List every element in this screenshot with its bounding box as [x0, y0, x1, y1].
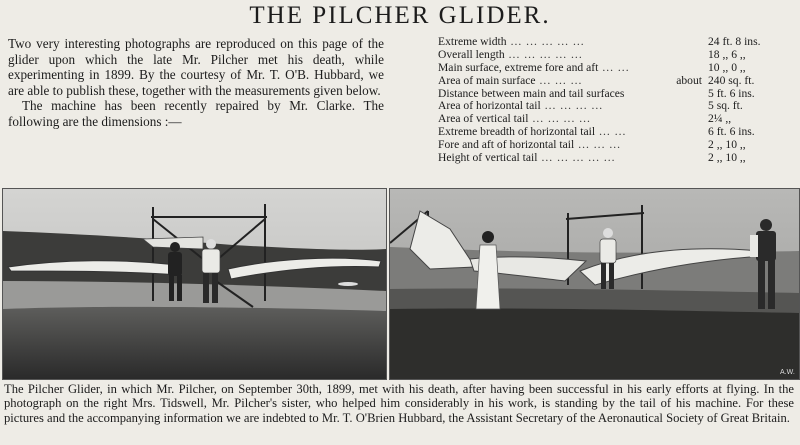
dimension-leader: [624, 88, 666, 101]
photo-caption: The Pilcher Glider, in which Mr. Pilcher, on September 30th, 1899, met with his death, after having been successful in his early efforts at flying. In the photograph on the right Mrs. Tidswell, Mr. Pilcher's sister, who helped him considerably in his work, is standing by the tail of his machine. For these pictures and the accompanying information we are indebted to Mr. T. O'Brien Hubbard, the Assistant Secretary of the Aeronautical Society of Great Britain.: [4, 382, 794, 425]
glider-photo-left: [2, 188, 387, 380]
dimension-leader: ... ... ... ... ...: [510, 36, 585, 48]
intro-paragraph-2: The machine has been recently repaired by Mr. Clarke. The following are the dimensions :—: [8, 98, 384, 129]
dimension-leader: ... ... ... ... ...: [508, 48, 583, 61]
dimension-about: [666, 36, 702, 49]
dimension-about: [666, 49, 702, 62]
dimension-about: [666, 100, 702, 113]
foreground-grass: [3, 307, 386, 379]
dimension-value: 5 sq. ft.: [708, 99, 743, 113]
dimension-leader: ... ... ... ...: [544, 100, 604, 113]
dimension-about: [666, 113, 702, 126]
dimension-about: about: [676, 73, 702, 87]
dimension-label: Overall length: [438, 47, 505, 61]
intro-paragraph-1: Two very interesting photographs are reproduced on this page of the glider upon which the late Mr. Pilcher met his death, while experimenting in 1899. By the courtesy of Mr. T. O'B. Hubbard, we are able to publish these, together with the measurements given below.: [8, 36, 384, 98]
dimension-label: Distance between main and tail surfaces: [438, 86, 625, 100]
dimension-label: Fore and aft of horizontal tail: [438, 138, 575, 152]
dimension-value: 2 ,, 10 ,,: [708, 138, 746, 152]
dimensions-table: [438, 36, 790, 165]
dimension-value: 10 ,, 0 ,,: [708, 60, 746, 74]
dimension-label: Extreme breadth of horizontal tail: [438, 125, 596, 139]
glider-photo-right: [389, 188, 800, 380]
dimension-row: [438, 62, 790, 75]
dimension-label: Extreme width: [438, 35, 507, 48]
dimension-leader: ... ...: [599, 126, 627, 139]
dimension-leader: ... ... ...: [539, 74, 583, 87]
dimension-label: Area of main surface: [438, 73, 536, 87]
dimension-row: [438, 75, 790, 88]
dimension-row: [438, 36, 790, 49]
dimension-value: 6 ft. 6 ins.: [708, 125, 755, 139]
dimension-value: 240 sq. ft.: [708, 73, 755, 87]
dimension-value: 18 ,, 6 ,,: [708, 47, 746, 61]
dimension-about: [666, 139, 702, 152]
dimension-row: [438, 49, 790, 62]
dimension-value: 2¼ ,,: [708, 112, 732, 126]
ground-patch: [338, 282, 358, 286]
dimension-about: [666, 62, 702, 75]
dimension-value: 5 ft. 6 ins.: [708, 86, 755, 100]
dimension-leader: ... ... ... ...: [532, 113, 591, 126]
dimension-about: [666, 126, 702, 139]
dimension-label: Area of vertical tail: [438, 112, 529, 126]
photographer-mark: A.W.: [780, 369, 795, 376]
dimension-label: Main surface, extreme fore and aft: [438, 60, 599, 74]
dimension-leader: ... ...: [602, 61, 630, 74]
dimension-about: [666, 88, 702, 101]
dimension-row: [438, 152, 790, 165]
page-title: THE PILCHER GLIDER.: [249, 2, 551, 29]
intro-text: [8, 36, 384, 130]
dimension-leader: ... ... ...: [578, 139, 622, 152]
dimension-value: 2 ,, 10 ,,: [708, 151, 746, 165]
dimension-label: Height of vertical tail: [438, 151, 538, 165]
dimension-leader: ... ... ... ... ...: [541, 152, 616, 165]
dimension-label: Area of horizontal tail: [438, 99, 541, 113]
dimension-value: 24 ft. 8 ins.: [708, 35, 761, 48]
foreground-grass: [390, 308, 799, 379]
dimension-about: [666, 152, 702, 165]
